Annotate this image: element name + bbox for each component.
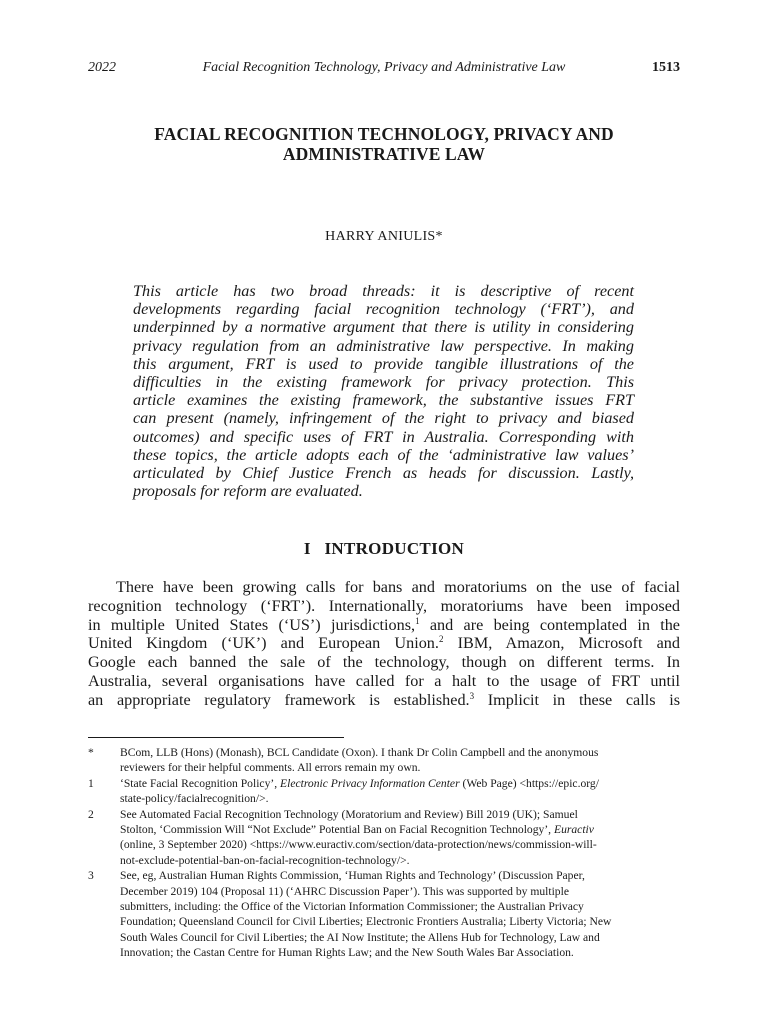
running-head	[88, 60, 680, 80]
article-title-line-2: ADMINISTRATIVE LAW	[282, 144, 486, 164]
body-text-span: in multiple United States (‘US’) jurisdictions,	[88, 615, 416, 634]
article-title	[88, 124, 680, 164]
footnote-line: not-exclude-potential-ban-on-facial-recognition-technology/>.	[120, 853, 410, 867]
footnote-line: (online, 3 September 2020) <https://www.euractiv.com/section/data-protection/news/commission-will-	[120, 838, 597, 852]
footnote-line: reviewers for their helpful comments. All errors remain my own.	[120, 761, 421, 775]
author-name: HARRY ANIULIS*	[325, 229, 443, 244]
footnote-line	[120, 776, 680, 791]
footnote-text: (Web Page) <https://epic.org/	[459, 776, 599, 790]
abstract-line: these topics, the article adopts each of the ‘administrative law values’	[133, 445, 634, 464]
footnote-author	[88, 745, 680, 776]
abstract-line: article examines the existing framework, the substantive issues FRT	[133, 391, 634, 410]
abstract-line: difficulties in the existing framework for privacy protection. This	[133, 372, 634, 391]
body-line: Australia, several organisations have called for a halt to the usage of FRT until	[88, 671, 680, 690]
footnote-line: submitters, including: the Office of the Victorian Information Commissioner; the Australian Privacy	[120, 899, 584, 913]
running-head-year: 2022	[88, 60, 116, 75]
abstract-line: underpinned by a normative argument that there is utility in considering	[133, 318, 634, 337]
footnote-mark: 2	[88, 807, 94, 821]
body-text-span: an appropriate regulatory framework is established.	[88, 690, 470, 709]
abstract-line: can present (namely, infringement of the right to privacy and biased	[133, 409, 634, 428]
abstract-line: this argument, FRT is used to provide tangible illustrations of the	[133, 354, 634, 373]
footnote-line: Innovation; the Castan Centre for Human Rights Law; and the New South Wales Bar Association.	[120, 946, 574, 960]
footnote-line: Foundation; Queensland Council for Civil Liberties; Electronic Frontiers Australia; Liberty Victoria; New	[120, 915, 612, 929]
footnote-text: ‘State Facial Recognition Policy’,	[120, 776, 281, 790]
footnotes	[88, 745, 680, 960]
body-text-span: IBM, Amazon, Microsoft and	[443, 634, 680, 653]
running-head-title: Facial Recognition Technology, Privacy and Administrative Law	[202, 60, 566, 75]
footnote-line: See, eg, Australian Human Rights Commission, ‘Human Rights and Technology’ (Discussion Paper,	[120, 869, 585, 883]
footnote-ref-2[interactable]: 2	[438, 634, 444, 645]
footnote-text: Stolton, ‘Commission Will “Not Exclude” Potential Ban on Facial Recognition Technology’,	[120, 822, 554, 836]
body-line: Google each banned the sale of the technology, though on different terms. In	[88, 653, 680, 672]
body-paragraph	[88, 578, 680, 710]
body-line	[88, 634, 680, 653]
footnote-3	[88, 868, 680, 960]
footnote-ref-3[interactable]: 3	[469, 690, 475, 701]
abstract	[133, 282, 634, 500]
footnote-divider	[88, 737, 344, 738]
body-line	[88, 616, 680, 635]
footnote-2	[88, 807, 680, 869]
footnote-line	[120, 822, 680, 837]
body-text-span: United Kingdom (‘UK’) and European Union.	[88, 634, 439, 653]
body-line: recognition technology (‘FRT’). Internationally, moratoriums have been imposed	[88, 596, 680, 615]
body-text-span: and are being contemplated in the	[419, 615, 680, 634]
footnote-line: December 2019) 104 (Proposal 11) (‘AHRC Discussion Paper’). This was supported by multiple	[120, 884, 569, 898]
abstract-line: developments regarding facial recognition technology (‘FRT’), and	[133, 300, 634, 319]
footnote-ref-1[interactable]: 1	[415, 615, 420, 626]
abstract-line: proposals for reform are evaluated.	[133, 482, 363, 501]
abstract-line: This article has two broad threads: it is descriptive of recent	[133, 282, 634, 300]
body-line: There have been growing calls for bans and moratoriums on the use of facial	[116, 578, 680, 596]
footnote-source-title: Euractiv	[553, 822, 594, 836]
abstract-line: outcomes) and specific uses of FRT in Australia. Corresponding with	[133, 427, 634, 446]
footnote-mark: *	[88, 746, 94, 759]
footnote-source-title: Electronic Privacy Information Center	[280, 776, 460, 790]
footnote-mark: 1	[88, 776, 94, 790]
page-number: 1513	[652, 60, 680, 75]
footnote-line: See Automated Facial Recognition Technology (Moratorium and Review) Bill 2019 (UK); Samuel	[120, 807, 578, 821]
abstract-line: privacy regulation from an administrative law perspective. In making	[133, 336, 634, 355]
body-text-span: Implicit in these calls is	[474, 690, 680, 709]
body-line	[88, 691, 680, 710]
footnote-line: South Wales Council for Civil Liberties; the AI Now Institute; the Allens Hub for Technology, Law and	[120, 930, 600, 944]
footnote-line: state-policy/facialrecognition/>.	[120, 792, 269, 806]
footnote-1	[88, 776, 680, 807]
section-heading: I INTRODUCTION	[303, 539, 465, 558]
footnote-mark: 3	[88, 869, 94, 883]
abstract-line: articulated by Chief Justice French as heads for discussion. Lastly,	[133, 463, 634, 482]
footnote-line: BCom, LLB (Hons) (Monash), BCL Candidate (Oxon). I thank Dr Colin Campbell and the anonymous	[120, 746, 599, 759]
article-title-line-1: FACIAL RECOGNITION TECHNOLOGY, PRIVACY AND	[154, 124, 614, 144]
